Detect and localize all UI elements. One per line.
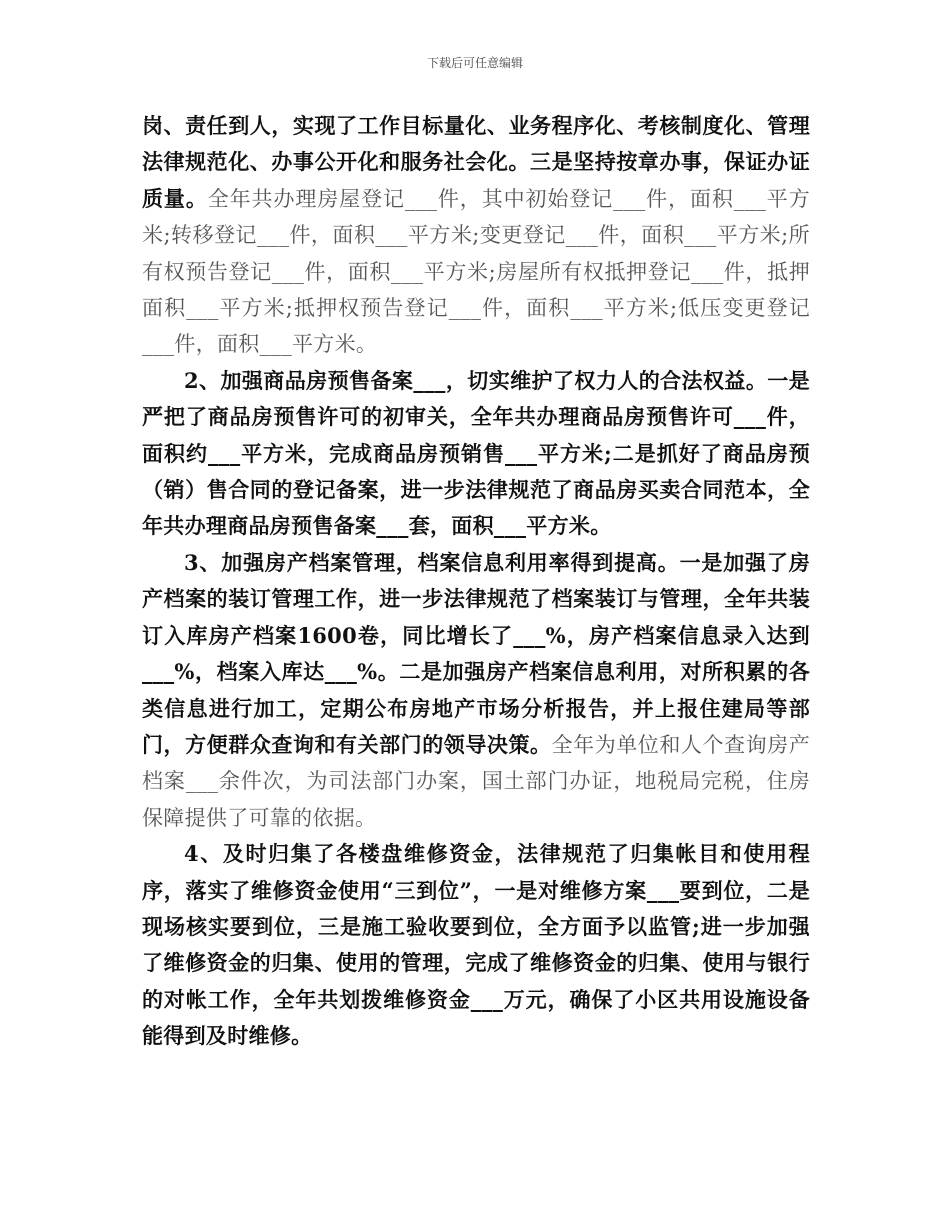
paragraph-2-bold: 2、加强商品房预售备案___，切实维护了权力人的合法权益。一是严把了商品房预售许可的初审关，全年共办理商品房预售许可___件，面积约___平方米，完成商品房预销售___平方米;二是抓好了商品房预（销）售合同的登记备案，进一步法律规范了商品房买卖合同范本，全年共办理商品房预售备案___套，面积___平方米。	[142, 367, 810, 539]
paragraph-3-bold: 3、加强房产档案管理，档案信息利用率得到提高。一是加强了房产档案的装订管理工作，进一步法律规范了档案装订与管理，全年共装订入库房产档案1600卷，同比增长了___%，房产档案信息录入达到___%，档案入库达___%。二是加强房产档案信息利用，对所积累的各类信息进行加工，定期公布房地产市场分析报告，并上报住建局等部门，方便群众查询和有关部门的领导决策。	[142, 549, 810, 757]
paragraph-3-normal: 全年为单位和人个查询房产档案___余件次，为司法部门办案，国土部门办证，地税局完税，住房保障提供了可靠的依据。	[142, 732, 810, 830]
page-header: 下载后可任意编辑	[426, 56, 523, 70]
paragraph-4-bold: 4、及时归集了各楼盘维修资金，法律规范了归集帐目和使用程序，落实了维修资金使用“三到位”，一是对维修方案___要到位，二是现场核实要到位，三是施工验收要到位，全方面予以监管;进一步加强了维修资金的归集、使用的管理，完成了维修资金的归集、使用与银行的对帐工作，全年共划拨维修资金___万元，确保了小区共用设施设备能得到及时维修。	[142, 841, 810, 1049]
paragraph-2	[142, 363, 810, 545]
paragraph-1-normal: 全年共办理房屋登记___件，其中初始登记___件，面积___平方米;转移登记___件，面积___平方米;变更登记___件，面积___平方米;所有权预告登记___件，面积___平方米;房屋所有权抵押登记___件，抵押面积___平方米;抵押权预告登记___件，面积___平方米;低压变更登记___件，面积___平方米。	[142, 186, 810, 357]
paragraph-4	[142, 836, 810, 1054]
paragraph-1-bold: 岗、责任到人，实现了工作目标量化、业务程序化、考核制度化、管理法律规范化、办事公开化和服务社会化。三是坚持按章办事，保证办证质量。	[142, 113, 810, 211]
paragraph-3	[142, 545, 810, 836]
document-body	[142, 108, 810, 1055]
paragraph-1	[142, 108, 810, 363]
